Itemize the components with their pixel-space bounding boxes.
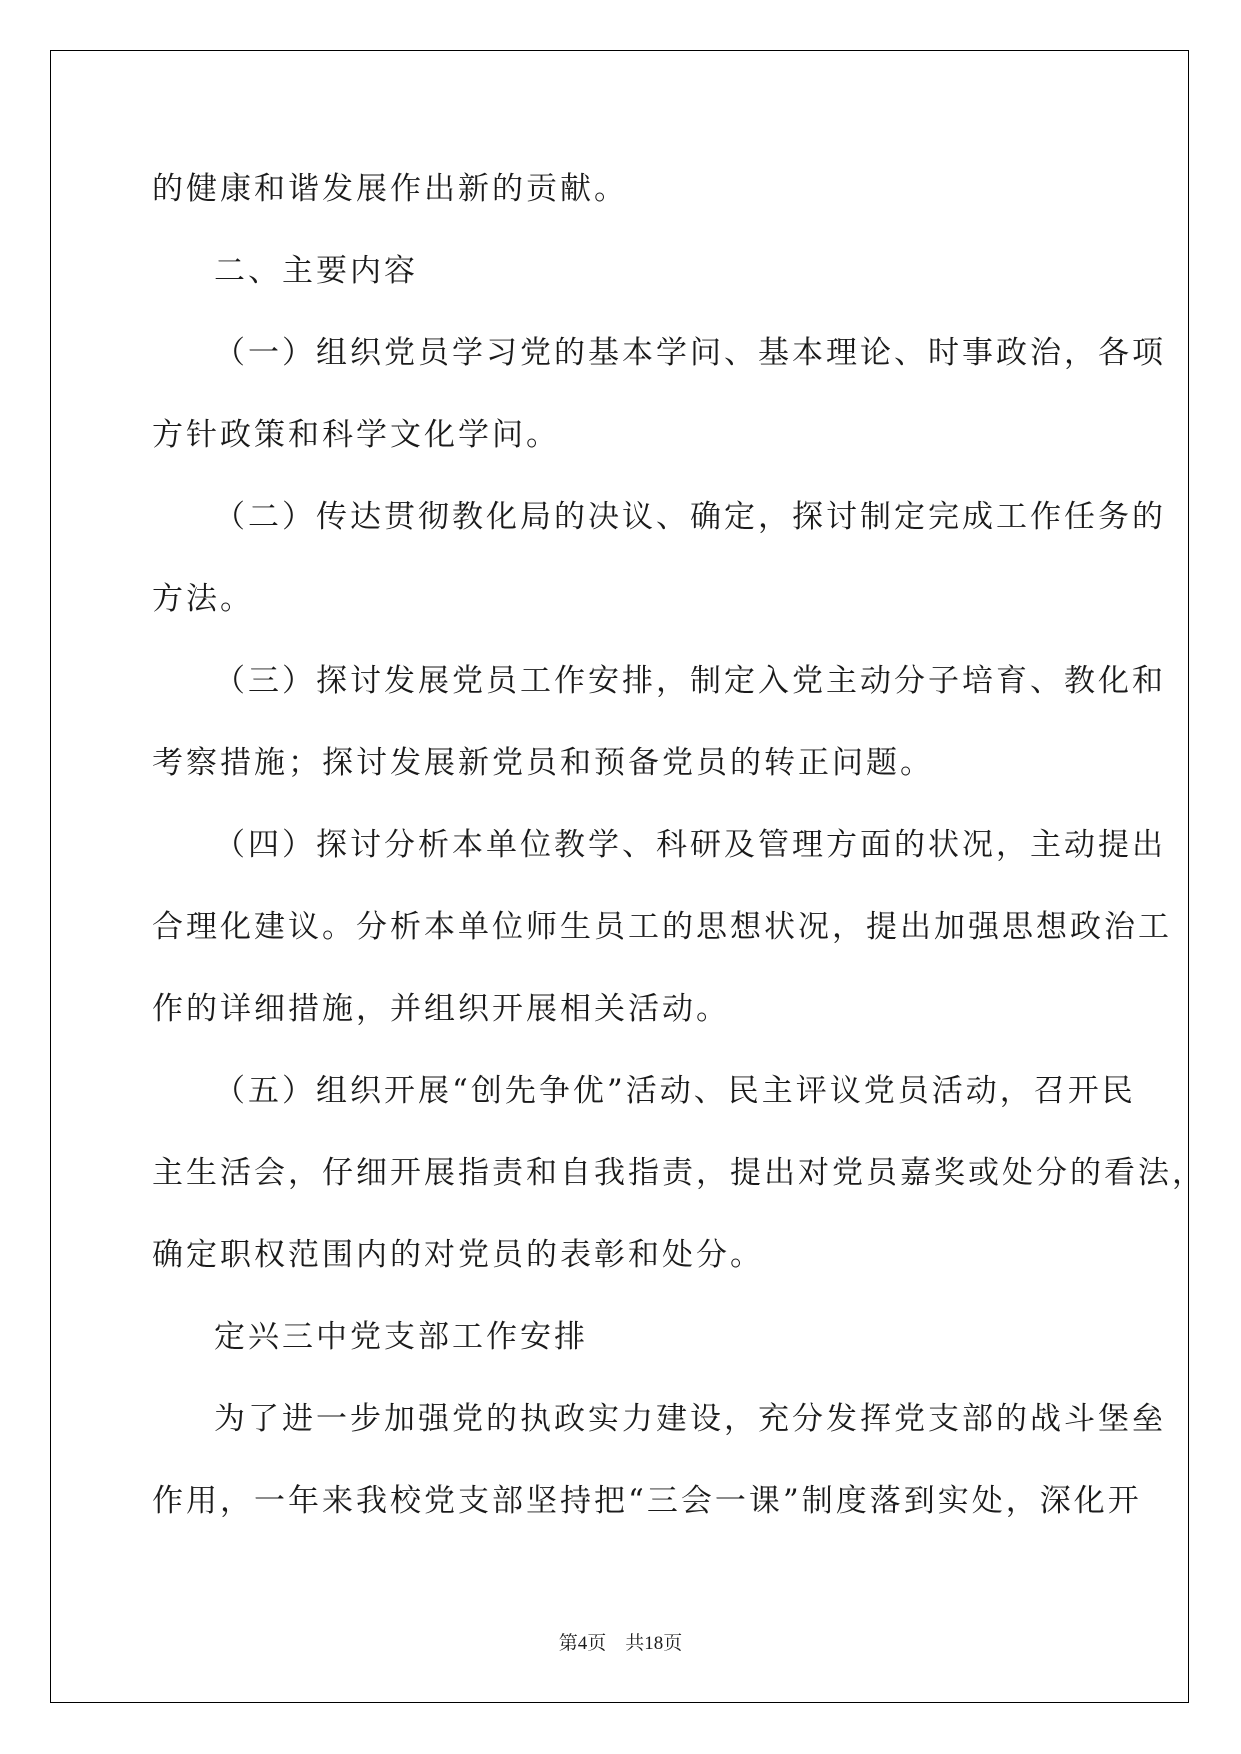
text-line: （一）组织党员学习党的基本学问、基本理论、时事政治，各项 [214, 335, 1166, 371]
text-line: 合理化建议。分析本单位师生员工的思想状况，提出加强思想政治工 [152, 909, 1172, 945]
page-number-footer: 第4页 共18页 [558, 1633, 683, 1654]
text-line: 作的详细措施，并组织开展相关活动。 [152, 991, 730, 1027]
document-body [152, 160, 1206, 1554]
text-line: 二、主要内容 [214, 253, 418, 289]
text-line: （五）组织开展“创先争优”活动、民主评议党员活动，召开民 [214, 1073, 1136, 1109]
text-line: 的健康和谐发展作出新的贡献。 [152, 171, 628, 207]
text-line: 考察措施；探讨发展新党员和预备党员的转正问题。 [152, 745, 934, 781]
text-line: 作用，一年来我校党支部坚持把“三会一课”制度落到实处，深化开 [152, 1483, 1142, 1519]
text-line: 确定职权范围内的对党员的表彰和处分。 [152, 1237, 764, 1273]
text-line: 为了进一步加强党的执政实力建设，充分发挥党支部的战斗堡垒 [214, 1401, 1166, 1437]
text-line: 方针政策和科学文化学问。 [152, 417, 560, 453]
text-line: （三）探讨发展党员工作安排，制定入党主动分子培育、教化和 [214, 663, 1166, 699]
text-line: 主生活会，仔细开展指责和自我指责，提出对党员嘉奖或处分的看法， [152, 1155, 1206, 1191]
text-line: 定兴三中党支部工作安排 [214, 1319, 588, 1355]
text-line: 方法。 [152, 581, 254, 617]
text-line: （四）探讨分析本单位教学、科研及管理方面的状况，主动提出 [214, 827, 1166, 863]
text-line: （二）传达贯彻教化局的决议、确定，探讨制定完成工作任务的 [214, 499, 1166, 535]
